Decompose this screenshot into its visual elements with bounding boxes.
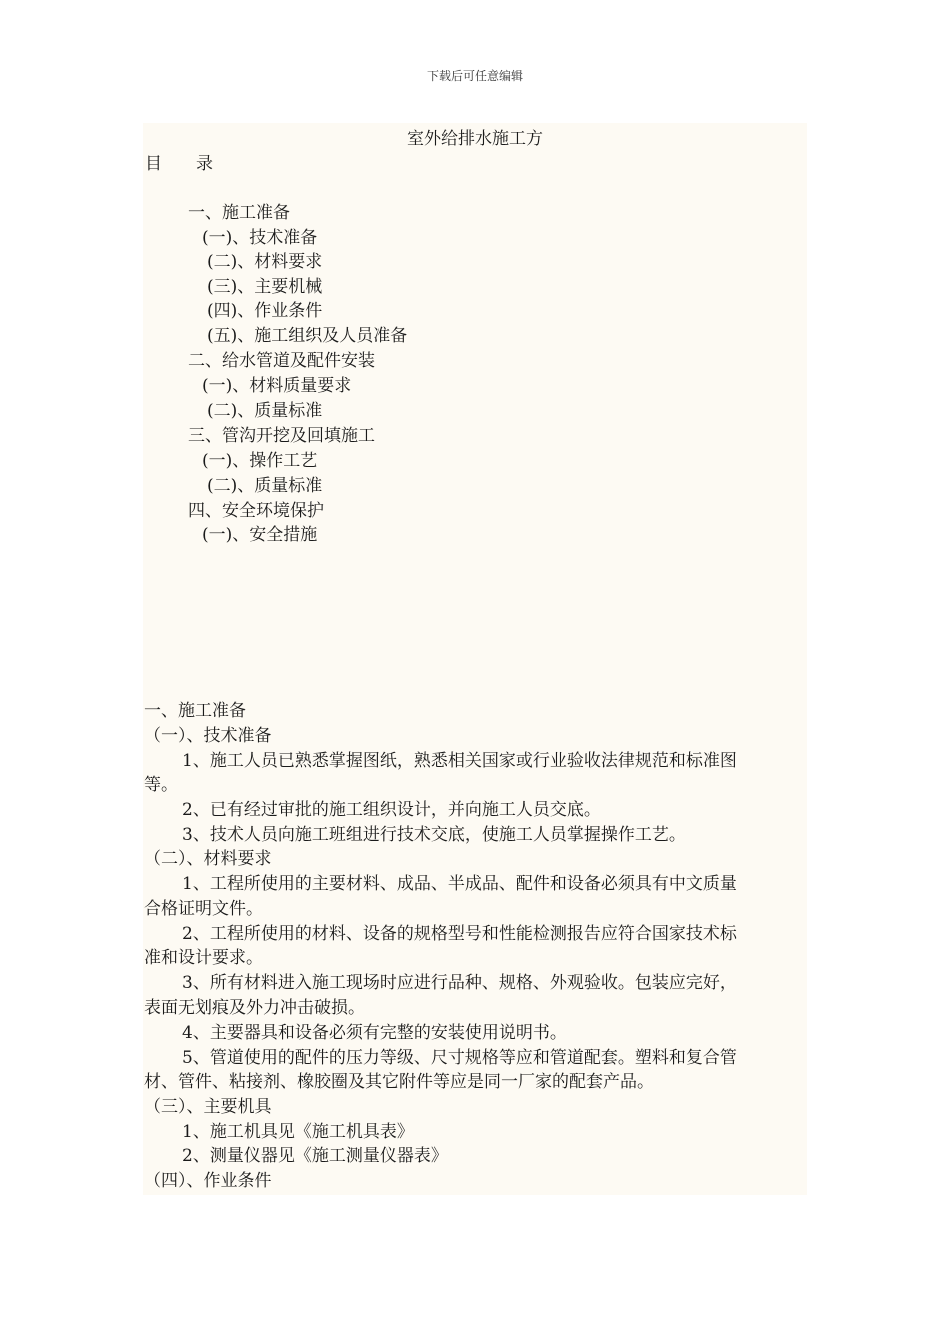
toc-item[interactable]: (一)、材料质量要求 [202, 376, 352, 396]
document-page [143, 123, 807, 1195]
subsection-heading: （三）、主要机具 [144, 1097, 272, 1117]
toc-item[interactable]: (二)、质量标准 [207, 401, 323, 421]
paragraph-line: 1、施工机具见《施工机具表》 [182, 1122, 414, 1142]
paragraph-line: 1、工程所使用的主要材料、成品、半成品、配件和设备必须具有中文质量 [182, 874, 737, 894]
toc-item[interactable]: (一)、技术准备 [202, 228, 318, 248]
toc-item[interactable]: (三)、主要机械 [207, 277, 323, 297]
paragraph-line: 等。 [144, 775, 178, 795]
paragraph-line: 5、管道使用的配件的压力等级、尺寸规格等应和管道配套。塑料和复合管 [182, 1048, 737, 1068]
paragraph-line: 3、所有材料进入施工现场时应进行品种、规格、外观验收。包装应完好， [182, 973, 737, 993]
toc-item[interactable]: (五)、施工组织及人员准备 [207, 326, 408, 346]
paragraph-line: 2、工程所使用的材料、设备的规格型号和性能检测报告应符合国家技术标 [182, 924, 737, 944]
toc-item[interactable]: (一)、安全措施 [202, 525, 318, 545]
paragraph-line: 3、技术人员向施工班组进行技术交底，使施工人员掌握操作工艺。 [182, 825, 686, 845]
toc-item[interactable]: 四、安全环境保护 [188, 501, 324, 521]
paragraph-line: 1、施工人员已熟悉掌握图纸，熟悉相关国家或行业验收法律规范和标准图 [182, 751, 737, 771]
subsection-heading: （一）、技术准备 [144, 726, 272, 746]
paragraph-line: 2、已有经过审批的施工组织设计，并向施工人员交底。 [182, 800, 601, 820]
toc-item[interactable]: (二)、材料要求 [207, 252, 323, 272]
page-header-note: 下载后可任意编辑 [426, 69, 523, 83]
paragraph-line: 表面无划痕及外力冲击破损。 [144, 998, 365, 1018]
toc-item[interactable]: 一、施工准备 [188, 203, 290, 223]
paragraph-line: 材、管件、粘接剂、橡胶圈及其它附件等应是同一厂家的配套产品。 [144, 1072, 654, 1092]
toc-item[interactable]: 三、管沟开挖及回填施工 [188, 426, 375, 446]
toc-item[interactable]: 二、给水管道及配件安装 [188, 351, 375, 371]
paragraph-line: 合格证明文件。 [144, 899, 263, 919]
toc-item[interactable]: (四)、作业条件 [207, 301, 323, 321]
paragraph-line: 准和设计要求。 [144, 948, 263, 968]
toc-item[interactable]: (二)、质量标准 [207, 476, 323, 496]
subsection-heading: （二）、材料要求 [144, 849, 272, 869]
document-title: 室外给排水施工方 [407, 129, 543, 149]
section-heading: 一、施工准备 [144, 701, 246, 721]
toc-heading: 目 录 [145, 154, 213, 174]
subsection-heading: （四）、作业条件 [144, 1171, 272, 1191]
toc-item[interactable]: (一)、操作工艺 [202, 451, 318, 471]
paragraph-line: 2、测量仪器见《施工测量仪器表》 [182, 1146, 448, 1166]
paragraph-line: 4、主要器具和设备必须有完整的安装使用说明书。 [182, 1023, 567, 1043]
